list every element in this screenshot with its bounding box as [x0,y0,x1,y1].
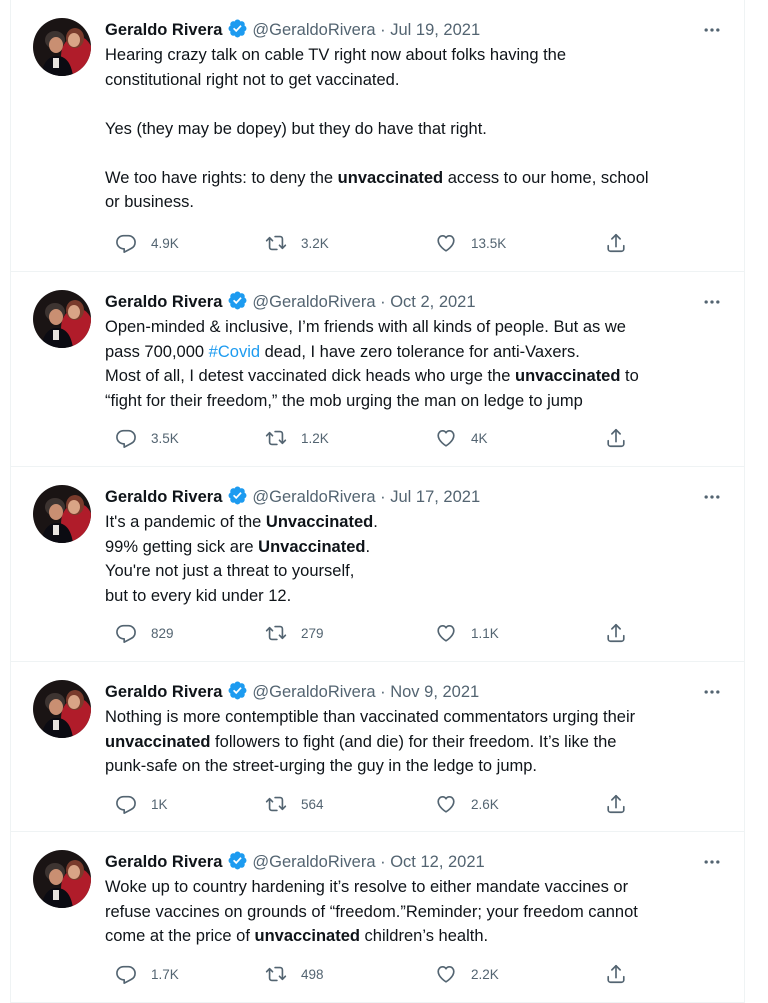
tweet-date[interactable]: Jul 19, 2021 [390,21,481,39]
reply-icon [115,427,137,449]
more-icon [702,682,722,702]
bold-text: Unvaccinated [265,513,374,531]
more-options-button[interactable] [700,485,724,509]
bold-text: unvaccinated [254,927,360,945]
like-count: 13.5K [471,235,507,251]
tweet[interactable] [11,467,744,662]
reply-count: 3.5K [151,430,179,446]
hashtag-link[interactable]: #Covid [208,342,261,361]
text-line: but to every kid under 12. [105,586,292,605]
tweet-text [105,43,725,215]
like-icon [435,427,457,449]
user-handle[interactable]: @GeraldoRivera [252,853,376,871]
tweet-date[interactable]: Nov 9, 2021 [390,683,480,701]
separator: · [380,21,386,39]
verified-badge-icon [227,680,248,701]
text-line [105,166,725,191]
share-button[interactable] [605,621,641,645]
tweet-actions [105,426,645,450]
text-line: “fight for their freedom,” the mob urging the man on ledge to jump [105,391,583,410]
tweet-header [105,18,724,42]
separator: · [380,683,386,701]
text-line [105,730,725,755]
text-line [105,510,725,535]
like-icon [435,963,457,985]
tweet-header [105,290,724,314]
like-icon [435,622,457,644]
avatar[interactable] [33,18,91,76]
avatar[interactable] [33,850,91,908]
tweet-actions [105,962,645,986]
bold-text: unvaccinated [105,732,211,751]
retweet-count: 279 [301,625,324,641]
text-line: punk-safe on the street-urging the guy in the ledge to jump. [105,757,538,775]
tweet-date[interactable]: Oct 2, 2021 [390,293,476,311]
tweet-feed [10,0,745,1003]
reply-count: 4.9K [151,235,179,251]
retweet-button[interactable] [265,426,329,450]
more-options-button[interactable] [700,290,724,314]
text-line [105,364,725,389]
bold-text: unvaccinated [514,367,621,385]
share-button[interactable] [605,792,641,816]
user-handle[interactable]: @GeraldoRivera [252,683,376,701]
separator: · [380,488,386,506]
tweet-actions [105,621,645,645]
verified-badge-icon [227,290,248,311]
avatar-image [33,680,91,738]
verified-badge-icon [227,850,248,871]
tweet-actions [105,792,645,816]
user-handle[interactable]: @GeraldoRivera [252,21,376,39]
text-segment: . [373,513,378,531]
more-icon [702,852,722,872]
text-segment: It's a pandemic of the [105,513,266,531]
share-button[interactable] [605,426,641,450]
text-line: You're not just a threat to yourself, [105,562,355,580]
like-count: 2.6K [471,796,499,812]
more-icon [702,487,722,507]
text-segment: to [620,367,639,385]
text-segment: pass 700,000 [105,342,209,361]
user-handle[interactable]: @GeraldoRivera [252,293,376,311]
retweet-button[interactable] [265,231,329,255]
more-options-button[interactable] [700,680,724,704]
separator: · [380,293,386,311]
text-segment: come at the price of [105,927,255,945]
text-segment: children’s health. [359,927,489,945]
avatar-image [33,850,91,908]
retweet-button[interactable] [265,792,324,816]
like-button[interactable] [435,621,499,645]
reply-count: 1K [151,796,168,812]
tweet-text [105,510,725,608]
like-button[interactable] [435,962,499,986]
text-segment: We too have rights: to deny the [105,168,338,187]
display-name[interactable]: Geraldo Rivera [105,488,223,506]
tweet-date[interactable]: Jul 17, 2021 [390,488,481,506]
display-name[interactable]: Geraldo Rivera [105,21,223,39]
avatar[interactable] [33,290,91,348]
share-button[interactable] [605,231,641,255]
text-segment: access to our home, school [443,168,649,187]
retweet-icon [265,427,287,449]
share-icon [605,963,627,985]
tweet-text [105,705,725,779]
tweet[interactable] [11,0,744,272]
tweet-header [105,485,724,509]
like-button[interactable] [435,792,499,816]
text-line [105,535,725,560]
text-segment: 99% getting sick are [105,537,259,556]
reply-icon [115,232,137,254]
user-handle[interactable]: @GeraldoRivera [252,488,376,506]
reply-button[interactable] [115,231,179,255]
text-line: Nothing is more contemptible than vaccinated commentators urging their [105,708,636,726]
reply-icon [115,622,137,644]
tweet[interactable] [11,272,744,467]
bold-text: Unvaccinated [258,537,366,556]
retweet-count: 3.2K [301,235,329,251]
display-name[interactable]: Geraldo Rivera [105,683,223,701]
tweet-date[interactable]: Oct 12, 2021 [390,853,485,871]
text-line: Yes (they may be dopey) but they do have that right. [105,119,487,138]
separator: · [380,853,386,871]
reply-button[interactable] [115,792,168,816]
text-segment: followers to fight (and die) for their freedom. It’s like the [210,732,617,751]
display-name[interactable]: Geraldo Rivera [105,853,223,871]
like-button[interactable] [435,426,488,450]
share-icon [605,427,627,449]
tweet-header [105,850,724,874]
text-line [105,924,725,949]
avatar[interactable] [33,485,91,543]
display-name[interactable]: Geraldo Rivera [105,293,223,311]
retweet-icon [265,622,287,644]
avatar-image [33,18,91,76]
avatar-image [33,290,91,348]
retweet-count: 1.2K [301,430,329,446]
reply-icon [115,963,137,985]
reply-count: 829 [151,625,174,641]
like-icon [435,232,457,254]
tweet-actions [105,231,645,255]
text-segment: . [365,537,371,556]
text-line: or business. [105,193,194,211]
avatar-image [33,485,91,543]
share-icon [605,622,627,644]
reply-button[interactable] [115,621,174,645]
reply-button[interactable] [115,962,179,986]
like-count: 4K [471,430,488,446]
reply-icon [115,793,137,815]
verified-badge-icon [227,18,248,39]
avatar[interactable] [33,680,91,738]
tweet[interactable] [11,662,744,832]
like-count: 1.1K [471,625,499,641]
retweet-count: 564 [301,796,324,812]
more-options-button[interactable] [700,18,724,42]
retweet-button[interactable] [265,621,324,645]
retweet-icon [265,232,287,254]
more-options-button[interactable] [700,850,724,874]
retweet-count: 498 [301,966,324,982]
text-line: constitutional right not to get vaccinated. [105,70,400,89]
text-segment: Most of all, I detest vaccinated dick heads who urge the [105,367,515,385]
text-line [105,340,725,365]
text-line: Woke up to country hardening it’s resolve to either mandate vaccines or [105,878,629,896]
tweet-text [105,875,725,949]
tweet[interactable] [11,832,744,1003]
reply-count: 1.7K [151,966,179,982]
verified-badge-icon [227,485,248,506]
retweet-icon [265,793,287,815]
share-icon [605,232,627,254]
text-line: Open-minded & inclusive, I’m friends with all kinds of people. But as we [105,318,626,336]
like-button[interactable] [435,231,506,255]
bold-text: unvaccinated [337,168,444,187]
retweet-button[interactable] [265,962,324,986]
retweet-icon [265,963,287,985]
more-icon [702,292,722,312]
like-icon [435,793,457,815]
tweet-text [105,315,725,413]
like-count: 2.2K [471,966,499,982]
tweet-header [105,680,724,704]
share-button[interactable] [605,962,641,986]
reply-button[interactable] [115,426,179,450]
share-icon [605,793,627,815]
more-icon [702,20,722,40]
text-line: Hearing crazy talk on cable TV right now about folks having the [105,46,567,64]
text-line: refuse vaccines on grounds of “freedom.”Reminder; your freedom cannot [105,902,638,921]
text-segment: dead, I have zero tolerance for anti-Vaxers. [260,342,580,361]
